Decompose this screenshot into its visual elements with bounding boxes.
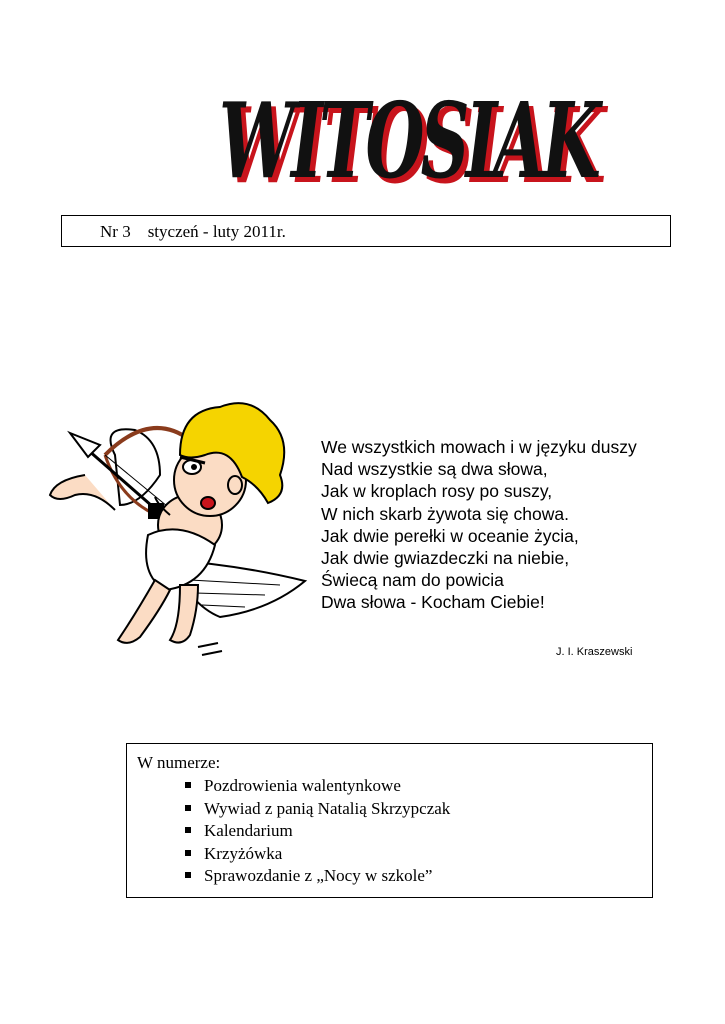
bullet-square-icon — [185, 805, 191, 811]
cupid-illustration — [30, 385, 315, 665]
list-item — [185, 843, 450, 866]
list-item — [185, 798, 450, 821]
contents-item-label: Kalendarium — [204, 821, 293, 840]
poem-line: Jak dwie perełki w oceanie życia, — [321, 525, 579, 546]
masthead — [212, 58, 612, 216]
list-item — [185, 820, 450, 843]
contents-item-label: Sprawozdanie z „Nocy w szkole” — [204, 866, 433, 885]
poem-line: We wszystkich mowach i w języku duszy — [321, 437, 637, 457]
poem-line: Dwa słowa - Kocham Ciebie! — [321, 592, 545, 613]
poem-line: Nad wszystkie są dwa słowa, — [321, 459, 548, 480]
contents-item-label: Krzyżówka — [204, 843, 283, 863]
masthead-title: WITOSIAK — [219, 79, 604, 202]
poem — [321, 436, 701, 614]
poem-line: W nich skarb żywota się chowa. — [321, 503, 570, 524]
issue-number-date: Nr 3 styczeń - luty 2011r. — [100, 222, 286, 241]
contents-box — [126, 743, 653, 898]
contents-item-label: Pozdrowienia walentynkowe — [204, 776, 401, 795]
masthead-logo — [212, 58, 612, 216]
bullet-square-icon — [185, 872, 191, 878]
cupid-icon — [30, 385, 315, 665]
masthead-title-shadow: WITOSIAK — [224, 84, 609, 207]
bullet-square-icon — [185, 827, 191, 833]
contents-item-label: Wywiad z panią Natalią Skrzypczak — [204, 798, 451, 818]
poem-line: Jak dwie gwiazdeczki na niebie, — [321, 548, 570, 569]
poem-line: Jak w kroplach rosy po suszy, — [321, 481, 553, 502]
poem-author: J. I. Kraszewski — [556, 646, 633, 658]
bullet-square-icon — [185, 850, 191, 856]
issue-info-box — [61, 215, 671, 247]
bullet-square-icon — [185, 782, 191, 788]
contents-list — [185, 775, 450, 888]
poem-line: Świecą nam do powicia — [321, 570, 504, 591]
list-item — [185, 865, 450, 888]
list-item — [185, 775, 450, 798]
contents-heading: W numerze: — [137, 753, 221, 772]
